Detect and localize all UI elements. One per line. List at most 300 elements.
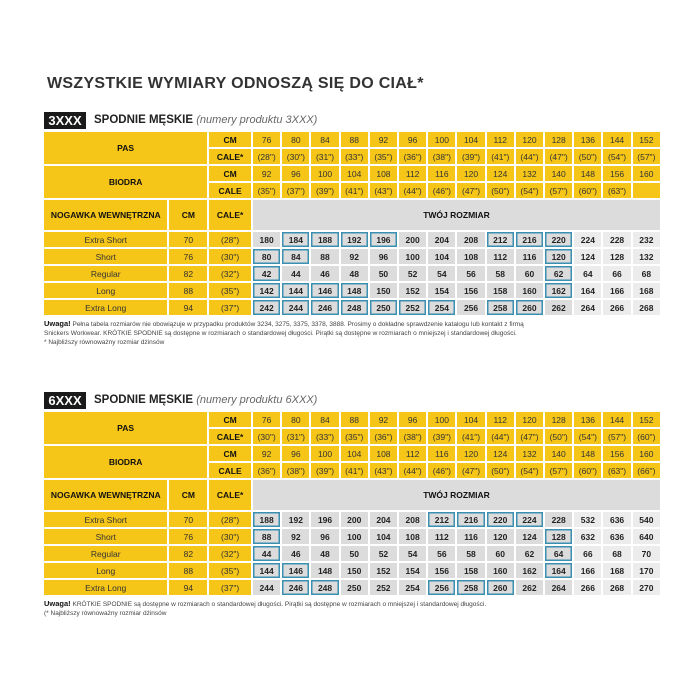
size-cell: 246 xyxy=(282,580,309,595)
biodra-cale-cell: (46") xyxy=(428,183,455,198)
leg-cm-cell: 70 xyxy=(169,512,207,527)
size-cell: 204 xyxy=(370,512,397,527)
size-cell: 52 xyxy=(370,546,397,561)
unit-label: CALE* xyxy=(209,480,251,510)
size-cell: 48 xyxy=(341,266,368,281)
size-cell: 216 xyxy=(457,512,484,527)
size-cell: 216 xyxy=(516,232,543,247)
note-line-1: KRÓTKIE SPODNIE są dostępne w rozmiarach o standardowej długości. Pirątki są dostępne w rozmiarach o mniejszej i standardowej długości. xyxy=(70,601,487,608)
size-cell: 192 xyxy=(341,232,368,247)
leg-label: NOGAWKA WEWNĘTRZNA xyxy=(44,480,167,510)
table-row xyxy=(44,283,660,298)
size-cell: 62 xyxy=(516,546,543,561)
note-bold: Uwaga! xyxy=(44,599,71,608)
size-cell: 268 xyxy=(603,580,630,595)
biodra-cale-cell: (46") xyxy=(428,463,455,478)
biodra-cm-cell: 100 xyxy=(311,166,338,181)
leg-cale-cell: (32") xyxy=(209,266,251,281)
size-cell: 46 xyxy=(282,546,309,561)
your-size-header: TWÓJ ROZMIAR xyxy=(253,200,660,230)
size-cell: 112 xyxy=(428,529,455,544)
title-text: SPODNIE MĘSKIE xyxy=(94,114,194,126)
pas-cale-cell: (50") xyxy=(545,429,572,444)
biodra-cm-cell: 96 xyxy=(282,446,309,461)
pas-cale-cell: (57") xyxy=(633,149,660,164)
size-cell: 64 xyxy=(545,546,572,561)
size-cell: 56 xyxy=(457,266,484,281)
biodra-cale-cell: (50") xyxy=(487,463,514,478)
biodra-cm-row xyxy=(44,446,660,461)
title-text: SPODNIE MĘSKIE xyxy=(94,394,194,406)
pas-cm-cell: 88 xyxy=(341,412,368,427)
biodra-cm-cell: 96 xyxy=(282,166,309,181)
table-row xyxy=(44,546,660,561)
biodra-cm-cell: 140 xyxy=(545,446,572,461)
biodra-cm-cell: 108 xyxy=(370,166,397,181)
size-cell: 168 xyxy=(633,283,660,298)
pas-cm-cell: 76 xyxy=(253,132,280,147)
pas-cm-cell: 100 xyxy=(428,132,455,147)
leg-header-row xyxy=(44,200,660,230)
pas-cale-cell: (30") xyxy=(253,429,280,444)
pas-cm-cell: 96 xyxy=(399,412,426,427)
size-cell: 636 xyxy=(603,512,630,527)
size-cell: 250 xyxy=(341,580,368,595)
pas-cm-cell: 136 xyxy=(574,412,601,427)
size-cell: 258 xyxy=(457,580,484,595)
leg-length-label: Extra Long xyxy=(44,580,167,595)
size-cell: 636 xyxy=(603,529,630,544)
pas-cm-cell: 76 xyxy=(253,412,280,427)
unit-label: CALE xyxy=(209,183,251,198)
unit-label: CM xyxy=(209,412,251,427)
biodra-cale-cell: (36") xyxy=(253,463,280,478)
size-cell: 46 xyxy=(311,266,338,281)
pas-cale-cell: (47") xyxy=(516,429,543,444)
size-cell: 248 xyxy=(341,300,368,315)
size-cell: 260 xyxy=(487,580,514,595)
biodra-cale-cell: (41") xyxy=(341,183,368,198)
size-cell: 44 xyxy=(282,266,309,281)
size-cell: 54 xyxy=(428,266,455,281)
size-cell: 70 xyxy=(633,546,660,561)
leg-length-label: Long xyxy=(44,563,167,578)
pas-cm-cell: 152 xyxy=(633,132,660,147)
size-cell: 258 xyxy=(487,300,514,315)
note xyxy=(44,599,664,618)
pas-cale-cell: (41") xyxy=(457,429,484,444)
leg-cm-cell: 76 xyxy=(169,529,207,544)
pas-cm-cell: 80 xyxy=(282,412,309,427)
your-size-header: TWÓJ ROZMIAR xyxy=(253,480,660,510)
unit-label: CALE* xyxy=(209,429,251,444)
pas-cale-cell: (36") xyxy=(370,429,397,444)
pas-cale-cell: (36") xyxy=(399,149,426,164)
table-row xyxy=(44,266,660,281)
page-title: WSZYSTKIE WYMIARY ODNOSZĄ SIĘ DO CIAŁ* xyxy=(47,75,424,92)
size-cell: 164 xyxy=(545,563,572,578)
note-line-1: Pełna tabela rozmiarów nie obowiązuje w przypadku produktów 3234, 3275, 3375, 3378, 3888. Prosimy o dokładne sprawdzenie katalogu lub kontakt z firmą xyxy=(70,321,524,328)
size-cell: 158 xyxy=(457,563,484,578)
leg-cm-cell: 88 xyxy=(169,283,207,298)
size-cell: 540 xyxy=(633,512,660,527)
pas-cm-cell: 88 xyxy=(341,132,368,147)
size-cell: 228 xyxy=(545,512,572,527)
biodra-cm-cell: 132 xyxy=(516,446,543,461)
size-cell: 254 xyxy=(428,300,455,315)
unit-label: CM xyxy=(169,480,207,510)
pas-cm-cell: 112 xyxy=(487,412,514,427)
pas-label: PAS xyxy=(44,132,207,164)
size-cell: 58 xyxy=(487,266,514,281)
biodra-cm-cell: 148 xyxy=(574,166,601,181)
table-row xyxy=(44,249,660,264)
size-cell: 112 xyxy=(487,249,514,264)
biodra-cale-cell: (57") xyxy=(545,183,572,198)
size-cell: 48 xyxy=(311,546,338,561)
size-cell: 268 xyxy=(633,300,660,315)
pas-cm-cell: 84 xyxy=(311,132,338,147)
size-cell: 104 xyxy=(370,529,397,544)
leg-cm-cell: 82 xyxy=(169,546,207,561)
size-cell: 66 xyxy=(574,546,601,561)
size-cell: 168 xyxy=(603,563,630,578)
biodra-cm-cell: 116 xyxy=(428,166,455,181)
size-cell: 228 xyxy=(603,232,630,247)
size-cell: 156 xyxy=(457,283,484,298)
unit-label: CALE* xyxy=(209,200,251,230)
size-cell: 88 xyxy=(253,529,280,544)
note-line-2: Snickers Workwear. KRÓTKIE SPODNIE są dostępne w rozmiarach o standardowej długości. Pirątki są dostępne w rozmiarach o mniejszej i standardowej długości. xyxy=(44,330,517,337)
size-cell: 96 xyxy=(370,249,397,264)
pas-cm-cell: 128 xyxy=(545,132,572,147)
size-cell: 146 xyxy=(311,283,338,298)
pas-cale-cell: (54") xyxy=(574,429,601,444)
leg-length-label: Short xyxy=(44,249,167,264)
biodra-cale-cell xyxy=(633,183,660,198)
biodra-cm-cell: 104 xyxy=(341,446,368,461)
biodra-cale-cell: (50") xyxy=(487,183,514,198)
table-row xyxy=(44,512,660,527)
size-cell: 60 xyxy=(487,546,514,561)
size-cell: 154 xyxy=(428,283,455,298)
biodra-cale-cell: (63") xyxy=(603,183,630,198)
size-cell: 220 xyxy=(545,232,572,247)
size-chart-6xxx xyxy=(44,392,664,618)
biodra-cale-cell: (54") xyxy=(516,463,543,478)
size-cell: 152 xyxy=(399,283,426,298)
biodra-cale-cell: (37") xyxy=(282,183,309,198)
biodra-cale-cell: (47") xyxy=(457,463,484,478)
biodra-cale-cell: (63") xyxy=(603,463,630,478)
size-cell: 66 xyxy=(603,266,630,281)
leg-cale-cell: (37") xyxy=(209,580,251,595)
pas-cm-cell: 104 xyxy=(457,412,484,427)
leg-cale-cell: (32") xyxy=(209,546,251,561)
size-cell: 256 xyxy=(428,580,455,595)
size-cell: 192 xyxy=(282,512,309,527)
size-cell: 116 xyxy=(516,249,543,264)
size-cell: 104 xyxy=(428,249,455,264)
pas-cale-cell: (44") xyxy=(516,149,543,164)
size-cell: 252 xyxy=(399,300,426,315)
size-cell: 128 xyxy=(603,249,630,264)
size-cell: 224 xyxy=(516,512,543,527)
size-cell: 120 xyxy=(487,529,514,544)
size-cell: 262 xyxy=(545,300,572,315)
pas-cm-cell: 136 xyxy=(574,132,601,147)
biodra-cm-cell: 156 xyxy=(603,446,630,461)
size-cell: 224 xyxy=(574,232,601,247)
block-header xyxy=(44,392,664,409)
size-cell: 120 xyxy=(545,249,572,264)
note-line-3: * Najbliższy równoważny rozmiar dżinsów xyxy=(44,339,165,346)
size-cell: 188 xyxy=(311,232,338,247)
size-cell: 56 xyxy=(428,546,455,561)
biodra-cm-cell: 140 xyxy=(545,166,572,181)
pas-cale-cell: (35") xyxy=(370,149,397,164)
size-cell: 100 xyxy=(399,249,426,264)
biodra-cale-cell: (57") xyxy=(545,463,572,478)
table-row xyxy=(44,529,660,544)
size-cell: 184 xyxy=(282,232,309,247)
leg-cale-cell: (37") xyxy=(209,300,251,315)
pas-label: PAS xyxy=(44,412,207,444)
size-cell: 158 xyxy=(487,283,514,298)
pas-cm-cell: 120 xyxy=(516,132,543,147)
pas-cm-cell: 84 xyxy=(311,412,338,427)
biodra-cale-cell: (60") xyxy=(574,463,601,478)
biodra-cm-cell: 92 xyxy=(253,166,280,181)
size-cell: 44 xyxy=(253,546,280,561)
size-cell: 54 xyxy=(399,546,426,561)
size-cell: 64 xyxy=(574,266,601,281)
biodra-cm-cell: 160 xyxy=(633,446,660,461)
pas-cm-cell: 128 xyxy=(545,412,572,427)
pas-cale-cell: (33") xyxy=(341,149,368,164)
size-cell: 208 xyxy=(399,512,426,527)
size-cell: 250 xyxy=(370,300,397,315)
leg-cm-cell: 82 xyxy=(169,266,207,281)
pas-cm-cell: 100 xyxy=(428,412,455,427)
pas-cm-row xyxy=(44,412,660,427)
table-row xyxy=(44,232,660,247)
size-cell: 96 xyxy=(311,529,338,544)
size-cell: 232 xyxy=(633,232,660,247)
size-cell: 246 xyxy=(311,300,338,315)
note xyxy=(44,319,664,347)
biodra-cale-cell: (43") xyxy=(370,183,397,198)
block-title xyxy=(94,393,317,408)
pas-cm-cell: 104 xyxy=(457,132,484,147)
size-cell: 144 xyxy=(282,283,309,298)
biodra-cm-cell: 120 xyxy=(457,446,484,461)
biodra-cale-cell: (43") xyxy=(370,463,397,478)
table-row xyxy=(44,580,660,595)
biodra-cale-cell: (41") xyxy=(341,463,368,478)
size-cell: 204 xyxy=(428,232,455,247)
product-code-badge: 6XXX xyxy=(44,392,86,409)
biodra-cm-cell: 100 xyxy=(311,446,338,461)
pas-cale-cell: (44") xyxy=(487,429,514,444)
table-row xyxy=(44,563,660,578)
size-cell: 156 xyxy=(428,563,455,578)
size-cell: 108 xyxy=(399,529,426,544)
size-cell: 196 xyxy=(311,512,338,527)
subtitle-text: (numery produktu 3XXX) xyxy=(196,114,318,126)
biodra-cale-cell: (35") xyxy=(253,183,280,198)
subtitle-text: (numery produktu 6XXX) xyxy=(196,394,318,406)
unit-label: CALE xyxy=(209,463,251,478)
size-cell: 84 xyxy=(282,249,309,264)
biodra-cale-cell: (44") xyxy=(399,183,426,198)
size-cell: 166 xyxy=(603,283,630,298)
size-cell: 116 xyxy=(457,529,484,544)
biodra-cale-cell: (39") xyxy=(311,463,338,478)
pas-cm-cell: 144 xyxy=(603,132,630,147)
size-cell: 180 xyxy=(253,232,280,247)
pas-cm-cell: 92 xyxy=(370,412,397,427)
biodra-cale-cell: (54") xyxy=(516,183,543,198)
biodra-cm-cell: 124 xyxy=(487,166,514,181)
pas-cm-cell: 112 xyxy=(487,132,514,147)
leg-length-label: Regular xyxy=(44,266,167,281)
size-cell: 262 xyxy=(516,580,543,595)
pas-cale-cell: (50") xyxy=(574,149,601,164)
pas-cm-cell: 80 xyxy=(282,132,309,147)
size-cell: 50 xyxy=(341,546,368,561)
biodra-cale-cell: (47") xyxy=(457,183,484,198)
leg-cale-cell: (35") xyxy=(209,283,251,298)
size-cell: 200 xyxy=(341,512,368,527)
size-cell: 252 xyxy=(370,580,397,595)
biodra-cale-cell: (44") xyxy=(399,463,426,478)
size-cell: 220 xyxy=(487,512,514,527)
leg-length-label: Extra Long xyxy=(44,300,167,315)
size-cell: 148 xyxy=(341,283,368,298)
size-cell: 270 xyxy=(633,580,660,595)
biodra-cale-cell: (60") xyxy=(574,183,601,198)
pas-cale-cell: (31") xyxy=(282,429,309,444)
biodra-label: BIODRA xyxy=(44,446,207,478)
size-cell: 152 xyxy=(370,563,397,578)
pas-cale-cell: (39") xyxy=(457,149,484,164)
size-cell: 92 xyxy=(282,529,309,544)
biodra-label: BIODRA xyxy=(44,166,207,198)
leg-cale-cell: (28") xyxy=(209,232,251,247)
biodra-cale-cell: (38") xyxy=(282,463,309,478)
size-cell: 166 xyxy=(574,563,601,578)
size-cell: 60 xyxy=(516,266,543,281)
leg-cale-cell: (30") xyxy=(209,529,251,544)
pas-cale-cell: (47") xyxy=(545,149,572,164)
size-cell: 266 xyxy=(574,580,601,595)
leg-length-label: Extra Short xyxy=(44,232,167,247)
size-cell: 170 xyxy=(633,563,660,578)
pas-cale-cell: (38") xyxy=(428,149,455,164)
biodra-cm-row xyxy=(44,166,660,181)
size-cell: 68 xyxy=(633,266,660,281)
size-cell: 266 xyxy=(603,300,630,315)
note-line-3: (* Najbliższy równoważny rozmiar dżinsów xyxy=(44,610,167,617)
size-cell: 640 xyxy=(633,529,660,544)
pas-cm-cell: 120 xyxy=(516,412,543,427)
size-cell: 92 xyxy=(341,249,368,264)
size-chart-3xxx xyxy=(44,112,664,347)
size-cell: 148 xyxy=(311,563,338,578)
biodra-cm-cell: 112 xyxy=(399,166,426,181)
size-cell: 188 xyxy=(253,512,280,527)
block-title xyxy=(94,113,317,128)
size-cell: 58 xyxy=(457,546,484,561)
size-cell: 50 xyxy=(370,266,397,281)
size-cell: 42 xyxy=(253,266,280,281)
pas-cm-cell: 96 xyxy=(399,132,426,147)
size-table xyxy=(42,410,662,597)
size-cell: 52 xyxy=(399,266,426,281)
biodra-cm-cell: 116 xyxy=(428,446,455,461)
size-table xyxy=(42,130,662,317)
unit-label: CM xyxy=(209,446,251,461)
size-cell: 212 xyxy=(487,232,514,247)
block-header xyxy=(44,112,664,129)
biodra-cale-cell: (39") xyxy=(311,183,338,198)
size-cell: 142 xyxy=(253,283,280,298)
size-cell: 162 xyxy=(516,563,543,578)
pas-cale-cell: (60") xyxy=(633,429,660,444)
size-cell: 248 xyxy=(311,580,338,595)
size-cell: 100 xyxy=(341,529,368,544)
leg-length-label: Long xyxy=(44,283,167,298)
biodra-cm-cell: 148 xyxy=(574,446,601,461)
product-code-badge: 3XXX xyxy=(44,112,86,129)
size-cell: 264 xyxy=(545,580,572,595)
pas-cale-cell: (38") xyxy=(399,429,426,444)
leg-length-label: Regular xyxy=(44,546,167,561)
size-cell: 150 xyxy=(341,563,368,578)
size-cell: 196 xyxy=(370,232,397,247)
size-cell: 254 xyxy=(399,580,426,595)
biodra-cm-cell: 112 xyxy=(399,446,426,461)
size-cell: 132 xyxy=(633,249,660,264)
size-cell: 264 xyxy=(574,300,601,315)
unit-label: CM xyxy=(209,166,251,181)
leg-cm-cell: 88 xyxy=(169,563,207,578)
size-cell: 144 xyxy=(253,563,280,578)
pas-cm-cell: 152 xyxy=(633,412,660,427)
pas-cale-cell: (54") xyxy=(603,149,630,164)
size-cell: 244 xyxy=(253,580,280,595)
size-cell: 256 xyxy=(457,300,484,315)
size-cell: 208 xyxy=(457,232,484,247)
leg-length-label: Extra Short xyxy=(44,512,167,527)
size-cell: 124 xyxy=(574,249,601,264)
biodra-cm-cell: 120 xyxy=(457,166,484,181)
pas-cale-cell: (35") xyxy=(341,429,368,444)
unit-label: CM xyxy=(169,200,207,230)
pas-cale-cell: (41") xyxy=(487,149,514,164)
size-cell: 80 xyxy=(253,249,280,264)
biodra-cm-cell: 104 xyxy=(341,166,368,181)
biodra-cm-cell: 132 xyxy=(516,166,543,181)
unit-label: CM xyxy=(209,132,251,147)
size-cell: 212 xyxy=(428,512,455,527)
biodra-cale-cell: (66") xyxy=(633,463,660,478)
pas-cm-cell: 92 xyxy=(370,132,397,147)
leg-header-row xyxy=(44,480,660,510)
note-bold: Uwaga! xyxy=(44,319,71,328)
size-cell: 162 xyxy=(545,283,572,298)
